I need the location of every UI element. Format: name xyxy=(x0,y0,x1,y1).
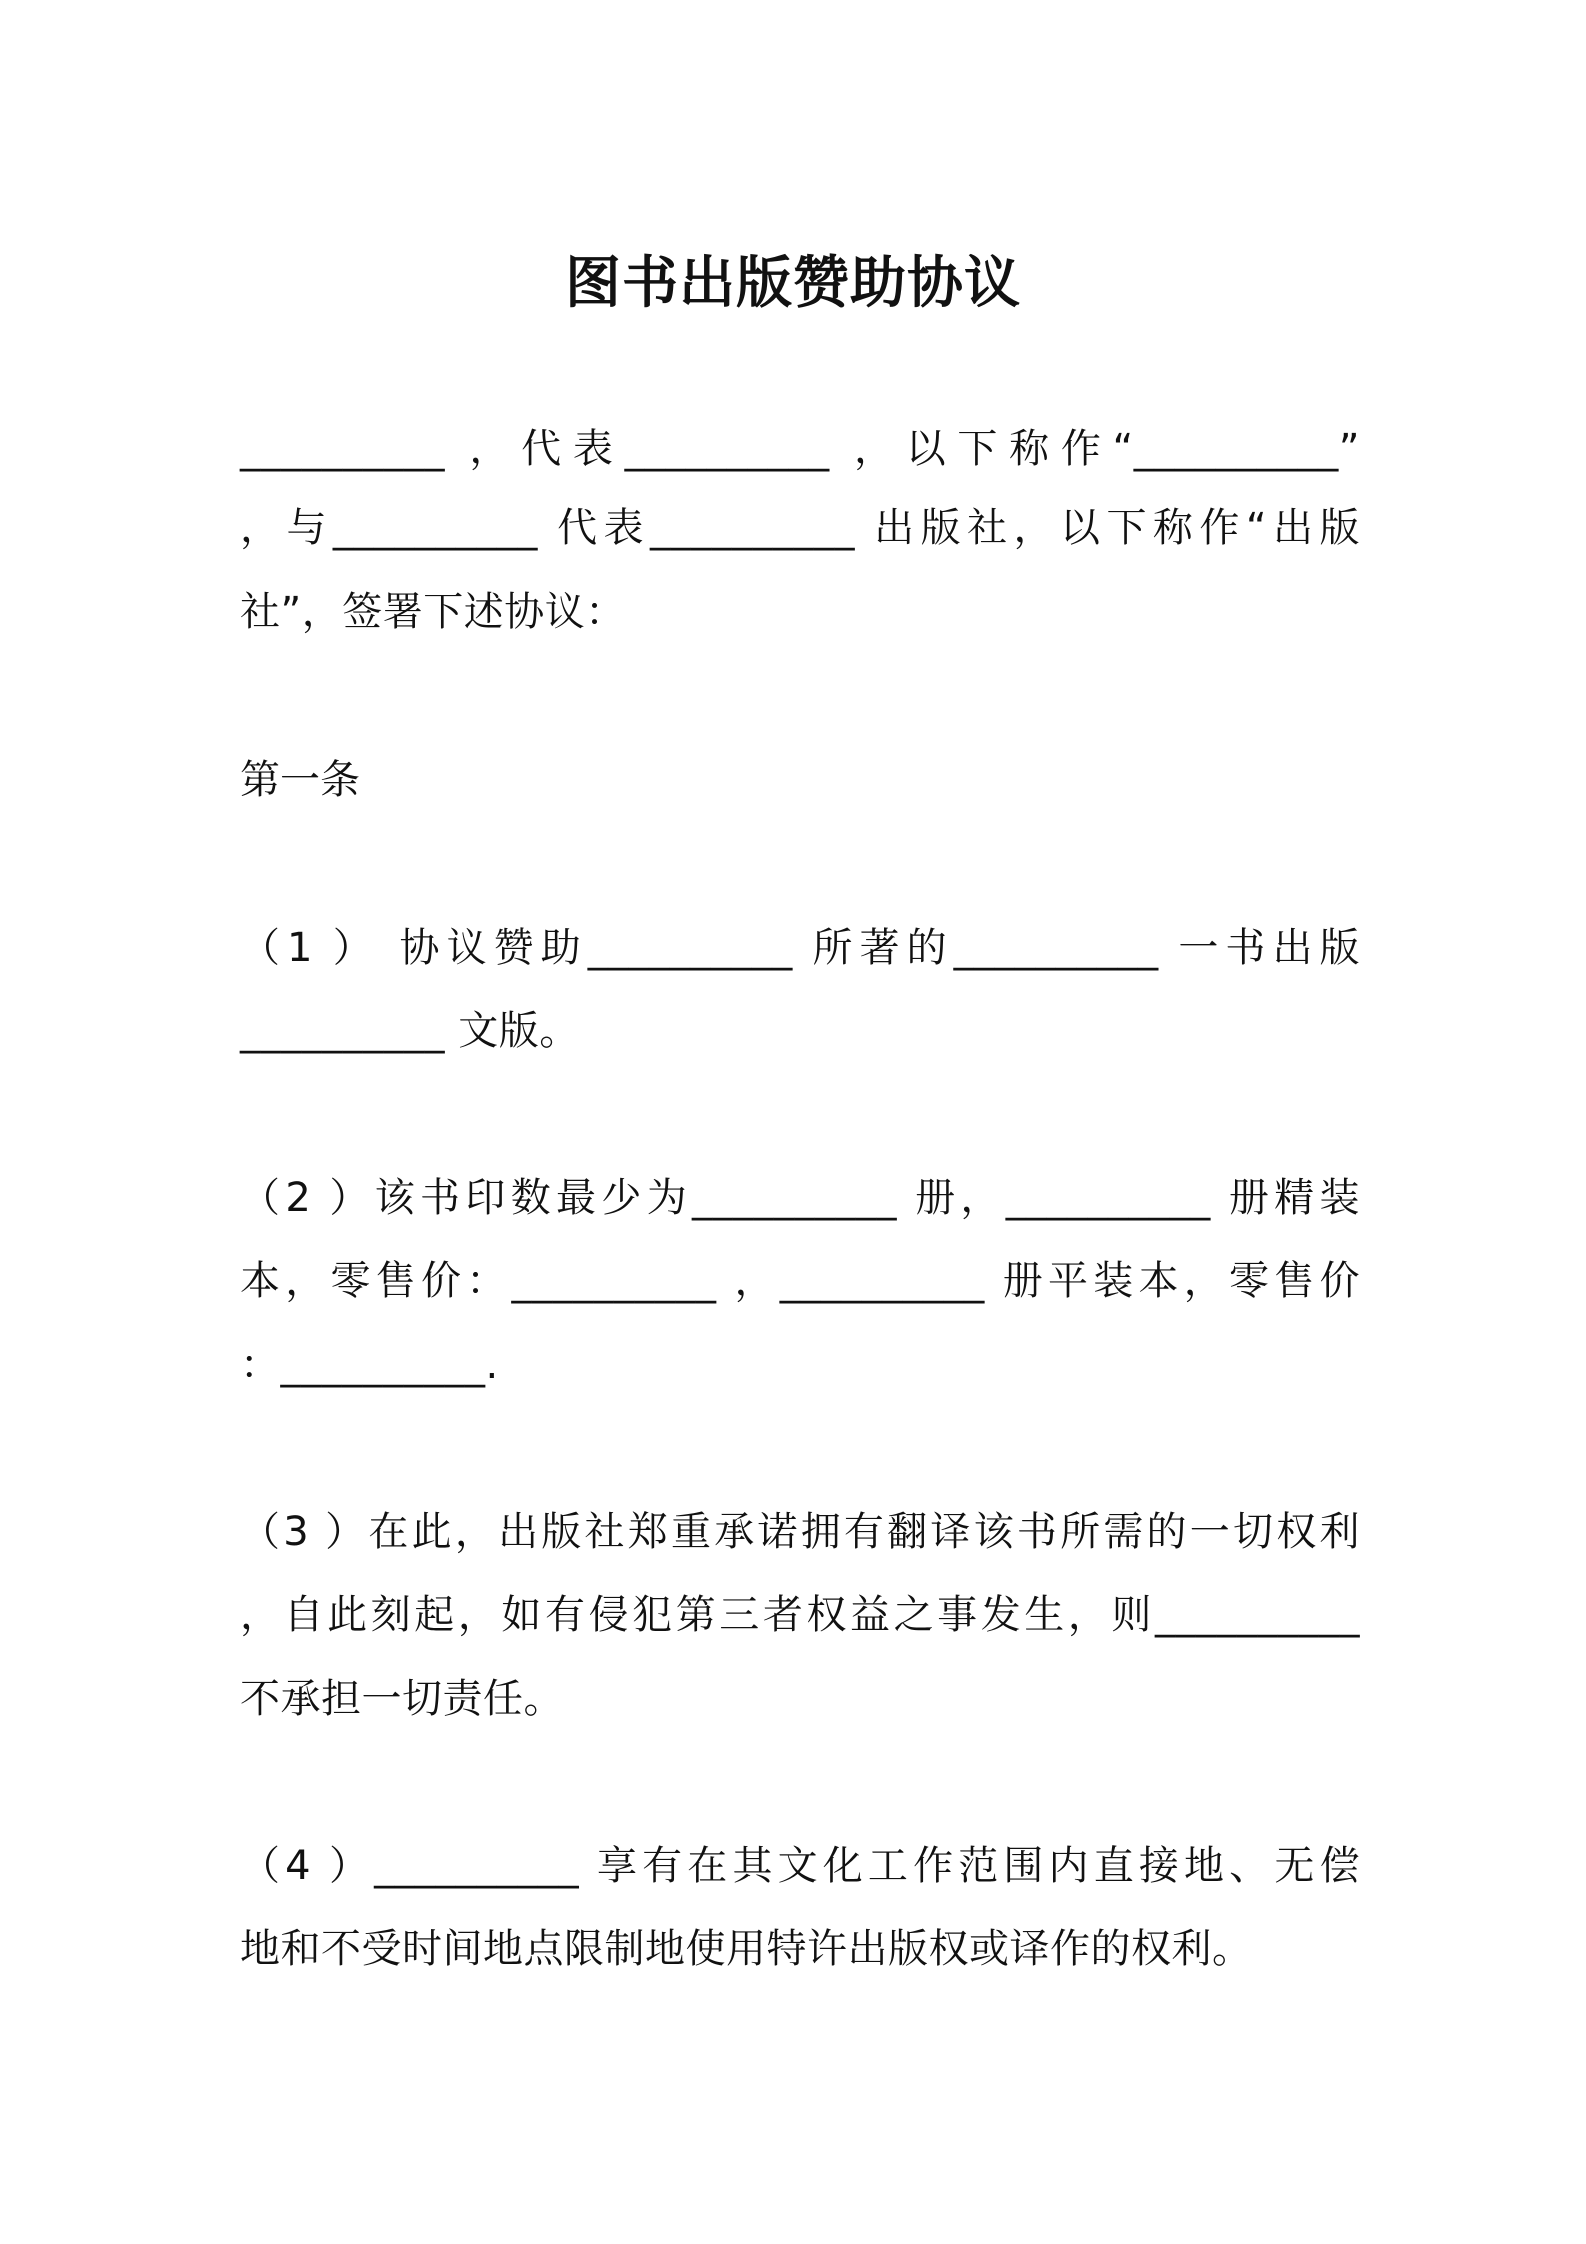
clause-2-line-2: 本，零售价：__________ ，__________ 册平装本，零售价 xyxy=(240,1258,1360,1304)
clause-1-line-2: __________ 文版。 xyxy=(240,1008,580,1054)
clause-3-line-1: （3 ）在此，出版社郑重承诺拥有翻译该书所需的一切权利 xyxy=(240,1509,1360,1555)
clause-2-line-3: ：__________. xyxy=(240,1342,499,1388)
clause-4-line-1: （4 ）__________ 享有在其文化工作范围内直接地、无偿 xyxy=(240,1843,1360,1889)
intro-line-1: __________ ，代表__________ ，以下称作“__________” xyxy=(240,426,1360,472)
clause-1-line-1: （1 ） 协议赞助__________ 所著的__________ 一书出版 xyxy=(240,925,1360,971)
clause-4-line-2: 地和不受时间地点限制地使用特许出版权或译作的权利。 xyxy=(240,1926,1253,1972)
article-heading: 第一条 xyxy=(240,757,360,803)
clause-3-line-2: ，自此刻起，如有侵犯第三者权益之事发生，则__________ xyxy=(240,1592,1360,1638)
clause-2-line-1: （2 ）该书印数最少为__________ 册，__________ 册精装 xyxy=(240,1175,1360,1221)
document-title: 图书出版赞助协议 xyxy=(565,251,1021,316)
intro-line-3: 社”，签署下述协议： xyxy=(240,589,626,635)
intro-line-2: ，与__________ 代表__________ 出版社，以下称作“出版 xyxy=(240,505,1360,551)
clause-3-line-3: 不承担一切责任。 xyxy=(240,1676,564,1722)
